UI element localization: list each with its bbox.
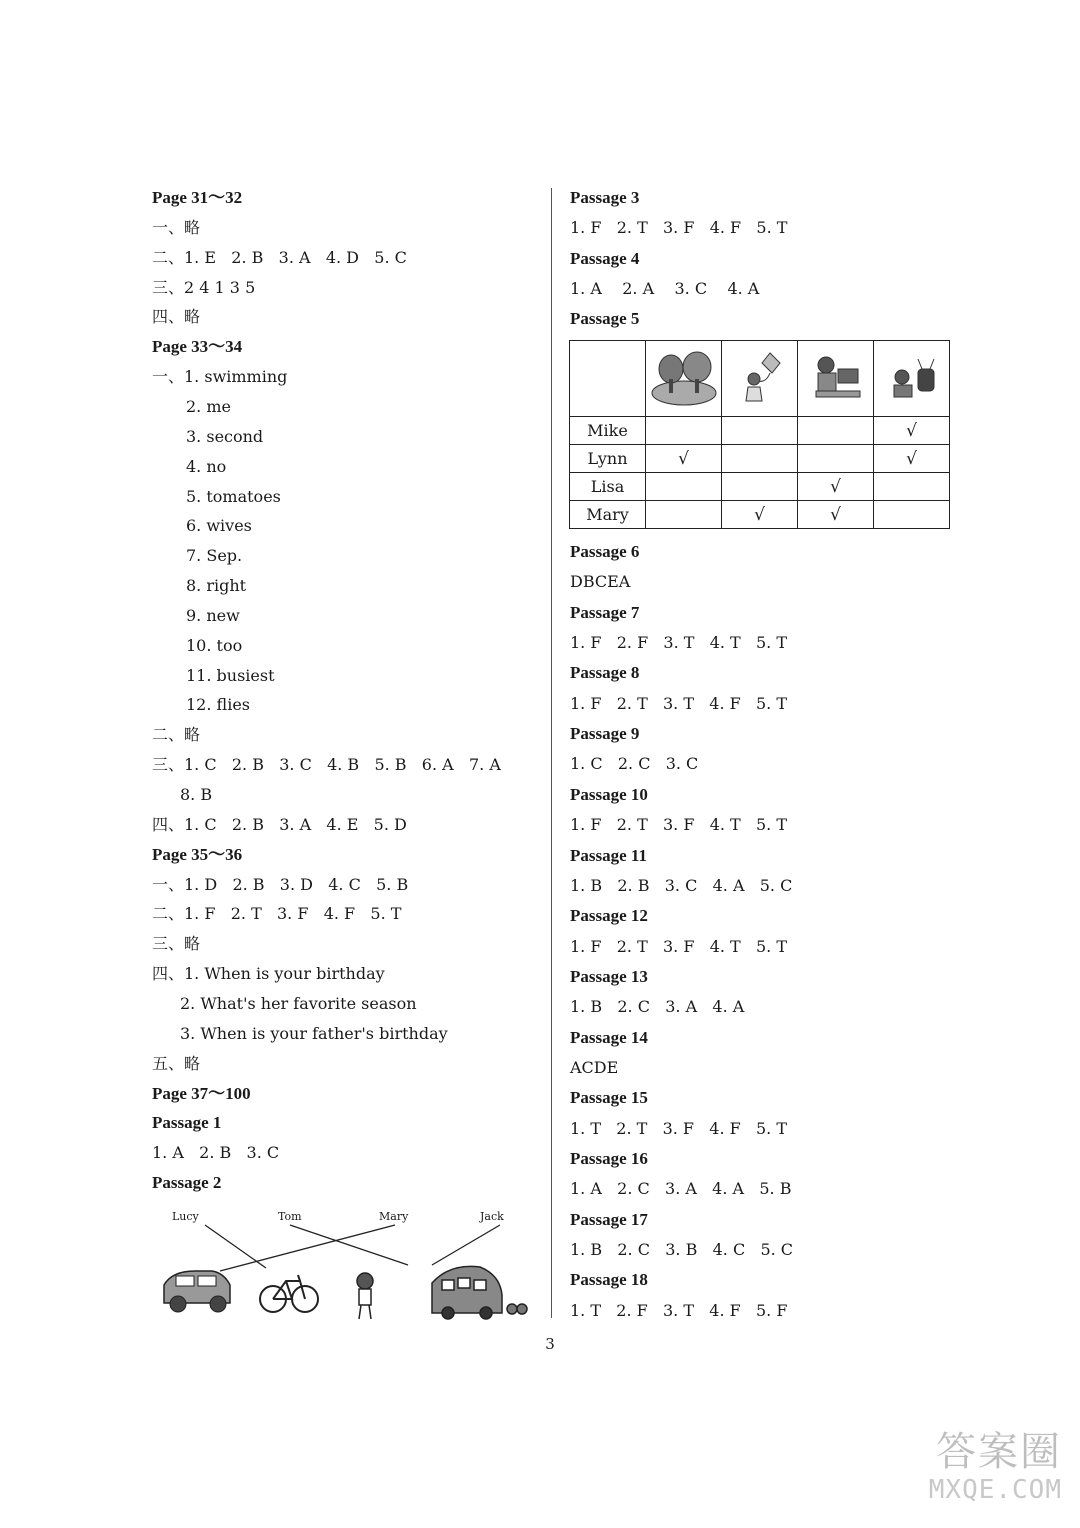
answer-line: 10. too xyxy=(186,635,243,655)
answer-line: 6. wives xyxy=(186,516,252,536)
answer-line: 1. A 2. B 3. C xyxy=(152,1143,280,1163)
answer-line: 9. new xyxy=(186,605,240,625)
tv-picture-icon xyxy=(874,341,950,417)
answer-line: 1. B 2. C 3. B 4. C 5. C xyxy=(570,1240,794,1260)
check-cell xyxy=(874,445,950,473)
answer-line: 一、略 xyxy=(152,217,201,237)
section-heading: Passage 11 xyxy=(570,845,647,865)
check-mark: √ xyxy=(906,448,917,469)
section-heading: Passage 16 xyxy=(570,1149,648,1168)
section-heading: Passage 14 xyxy=(570,1027,648,1047)
check-cell xyxy=(646,417,722,445)
reading-picture-icon xyxy=(798,341,874,417)
check-cell xyxy=(646,473,722,501)
answer-line: 2. What's her favorite season xyxy=(180,993,417,1013)
student-name-cell: Lisa xyxy=(570,473,646,501)
page-number: 3 xyxy=(545,1335,555,1353)
match-name-jack: Jack xyxy=(480,1210,504,1223)
answer-line: 1. T 2. T 3. F 4. F 5. T xyxy=(570,1118,788,1138)
table-row xyxy=(570,501,950,529)
match-name-lucy: Lucy xyxy=(172,1210,199,1223)
check-cell xyxy=(874,473,950,501)
check-cell xyxy=(722,417,798,445)
watermark-url: MXQE.COM xyxy=(928,1475,1062,1505)
answer-line: 1. F 2. T 3. F 4. T 5. T xyxy=(570,936,788,956)
answer-line: 三、略 xyxy=(152,934,201,954)
watermark-logo: 答案圈 xyxy=(936,1429,1062,1475)
section-heading: Page 37～100 xyxy=(152,1083,251,1103)
watermark xyxy=(882,1420,1062,1520)
check-cell xyxy=(874,417,950,445)
answer-line: 1. B 2. B 3. C 4. A 5. C xyxy=(570,875,793,895)
answer-line: 2. me xyxy=(186,396,231,416)
answer-line: 8. right xyxy=(186,576,247,596)
answer-line: 一、1. D 2. B 3. D 4. C 5. B xyxy=(152,874,409,894)
answer-line: 二、1. F 2. T 3. F 4. F 5. T xyxy=(152,904,402,924)
matching-lines xyxy=(150,1205,530,1325)
answer-line: 四、略 xyxy=(152,307,201,327)
section-heading: Passage 12 xyxy=(570,906,648,926)
section-heading: Page 33～34 xyxy=(152,337,243,357)
passage5-table xyxy=(569,340,950,529)
match-name-mary: Mary xyxy=(379,1210,409,1223)
check-cell xyxy=(798,417,874,445)
bicycle-icon xyxy=(260,1275,318,1312)
answer-line: 1. B 2. C 3. A 4. A xyxy=(570,997,745,1017)
answer-line: 二、略 xyxy=(152,725,201,745)
matching-exercise xyxy=(150,1205,530,1325)
answer-line: 二、1. E 2. B 3. A 4. D 5. C xyxy=(152,247,407,267)
student-name-cell: Mary xyxy=(570,501,646,529)
answer-line: 5. tomatoes xyxy=(186,486,281,506)
section-heading: Passage 9 xyxy=(570,724,640,744)
student-name-cell: Lynn xyxy=(570,445,646,473)
boy-icon xyxy=(357,1273,373,1319)
car-icon xyxy=(164,1271,230,1312)
student-name-cell: Mike xyxy=(570,417,646,445)
check-cell xyxy=(646,445,722,473)
section-heading: Passage 15 xyxy=(570,1088,648,1108)
check-cell xyxy=(798,473,874,501)
section-heading: Passage 6 xyxy=(570,542,640,561)
answer-line: 3. second xyxy=(186,426,264,446)
park-picture-icon xyxy=(646,341,722,417)
answer-line: 4. no xyxy=(186,456,227,476)
answer-line: 三、1. C 2. B 3. C 4. B 5. B 6. A 7. A xyxy=(152,755,501,775)
section-heading: Passage 4 xyxy=(570,248,640,268)
section-heading: Passage 8 xyxy=(570,663,640,683)
answer-line: 11. busiest xyxy=(186,665,275,685)
answer-line: DBCEA xyxy=(570,572,631,592)
table-row xyxy=(570,417,950,445)
check-cell xyxy=(722,501,798,529)
section-heading: Page 35～36 xyxy=(152,844,243,864)
answer-line: 1. F 2. F 3. T 4. T 5. T xyxy=(570,633,788,653)
table-corner-cell xyxy=(570,341,646,417)
check-mark: √ xyxy=(830,504,841,525)
answer-line: 7. Sep. xyxy=(186,546,243,566)
check-cell xyxy=(722,445,798,473)
answer-line: 五、略 xyxy=(152,1053,201,1073)
check-cell xyxy=(646,501,722,529)
kite-girl-picture-icon xyxy=(722,341,798,417)
answer-line: 3. When is your father's birthday xyxy=(180,1023,448,1043)
section-heading: Passage 5 xyxy=(570,309,640,329)
check-mark: √ xyxy=(678,448,689,469)
check-cell xyxy=(722,473,798,501)
section-heading: Passage 7 xyxy=(570,602,640,622)
check-cell xyxy=(798,501,874,529)
answer-line: 四、1. When is your birthday xyxy=(152,964,385,984)
table-image-row xyxy=(570,341,950,417)
column-divider xyxy=(551,188,552,1318)
section-heading: Passage 17 xyxy=(570,1209,648,1229)
check-cell xyxy=(798,445,874,473)
check-mark: √ xyxy=(830,476,841,497)
answer-line: 8. B xyxy=(180,785,213,804)
answer-line: ACDE xyxy=(570,1057,619,1077)
table-row xyxy=(570,473,950,501)
answer-line: 1. F 2. T 3. T 4. F 5. T xyxy=(570,693,788,713)
answer-line: 12. flies xyxy=(186,695,250,715)
section-heading: Passage 13 xyxy=(570,966,648,986)
check-mark: √ xyxy=(906,420,917,441)
section-heading: Passage 2 xyxy=(152,1173,222,1193)
section-heading: Passage 10 xyxy=(570,784,648,804)
answer-line: 1. C 2. C 3. C xyxy=(570,754,699,774)
section-heading: Passage 1 xyxy=(152,1113,222,1133)
answer-line: 1. A 2. C 3. A 4. A 5. B xyxy=(570,1179,792,1199)
match-name-tom: Tom xyxy=(278,1210,302,1223)
section-heading: Passage 3 xyxy=(570,188,640,207)
check-cell xyxy=(874,501,950,529)
answer-line: 三、2 4 1 3 5 xyxy=(152,277,256,297)
answer-line: 1. F 2. T 3. F 4. T 5. T xyxy=(570,815,788,835)
answer-line: 一、1. swimming xyxy=(152,367,288,387)
answer-line: 1. A 2. A 3. C 4. A xyxy=(570,278,760,298)
section-heading: Passage 18 xyxy=(570,1270,648,1290)
table-row xyxy=(570,445,950,473)
check-mark: √ xyxy=(754,504,765,525)
answer-line: 1. F 2. T 3. F 4. F 5. T xyxy=(570,218,788,238)
section-heading: Page 31～32 xyxy=(152,188,243,207)
answer-line: 1. T 2. F 3. T 4. F 5. F xyxy=(570,1300,788,1320)
bus-icon xyxy=(432,1266,527,1319)
answer-line: 四、1. C 2. B 3. A 4. E 5. D xyxy=(152,814,407,834)
